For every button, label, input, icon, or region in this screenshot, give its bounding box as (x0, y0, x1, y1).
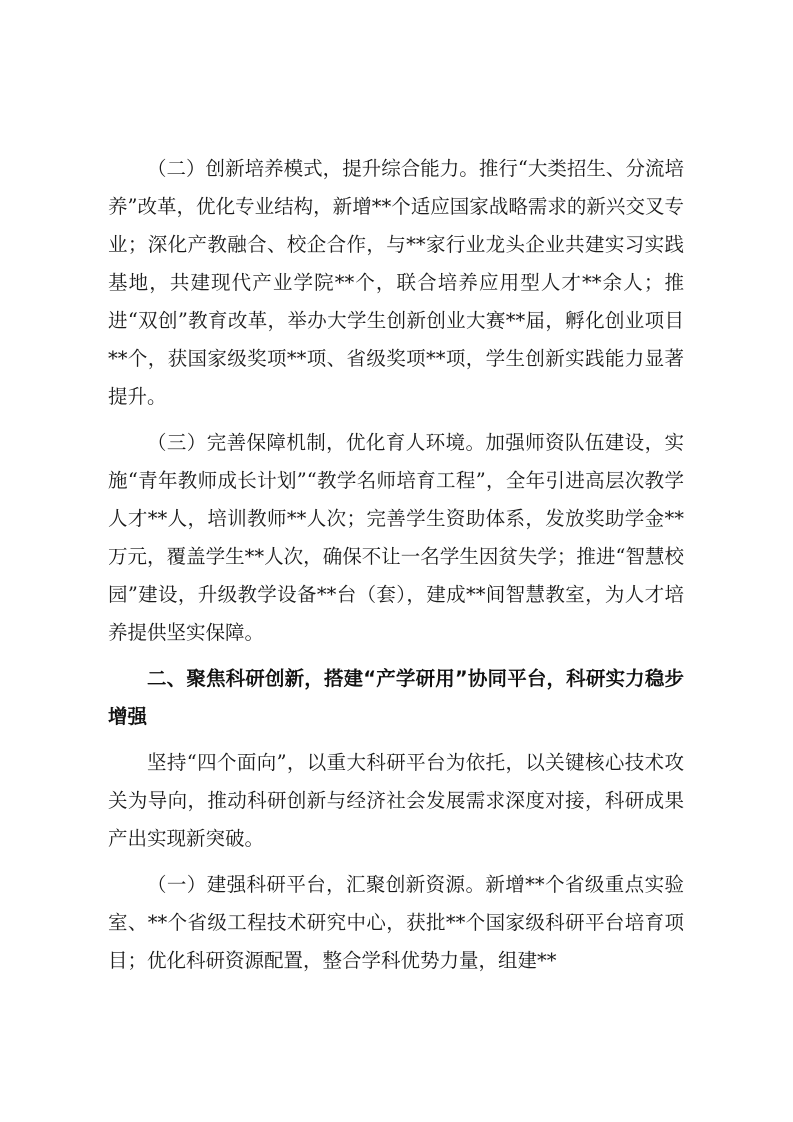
paragraph-research-platform: （一）建强科研平台，汇聚创新资源。新增**个省级重点实验室、**个省级工程技术研究中心，获批**个国家级科研平台培育项目；优化科研资源配置，整合学科优势力量，组建** (108, 873, 684, 972)
paragraph-support-mechanism: （三）完善保障机制，优化育人环境。加强师资队伍建设，实施“青年教师成长计划”“教学名师培育工程”，全年引进高层次教学人才**人，培训教师**人次；完善学生资助体系，发放奖助学金**万元，覆盖学生**人次，确保不让一名学生因贫失学；推进“智慧校园”建设，升级教学设备**台（套），建成**间智慧教室，为人才培养提供坚实保障。 (108, 431, 684, 644)
section-heading-research: 二、聚焦科研创新，搭建“产学研用”协同平台，科研实力稳步增强 (108, 667, 684, 728)
paragraph-research-intro: 坚持“四个面向”，以重大科研平台为依托，以关键核心技术攻关为导向，推动科研创新与经济社会发展需求深度对接，科研成果产出实现新突破。 (108, 751, 684, 850)
paragraph-cultivation-model: （二）创新培养模式，提升综合能力。推行“大类招生、分流培养”改革，优化专业结构，新增**个适应国家战略需求的新兴交叉专业；深化产教融合、校企合作，与**家行业龙头企业共建实习实践基地，共建现代产业学院**个，联合培养应用型人才**余人；推进“双创”教育改革，举办大学生创新创业大赛**届，孵化创业项目**个，获国家级奖项**项、省级奖项**项，学生创新实践能力显著提升。 (108, 157, 684, 408)
document-body (108, 150, 684, 980)
